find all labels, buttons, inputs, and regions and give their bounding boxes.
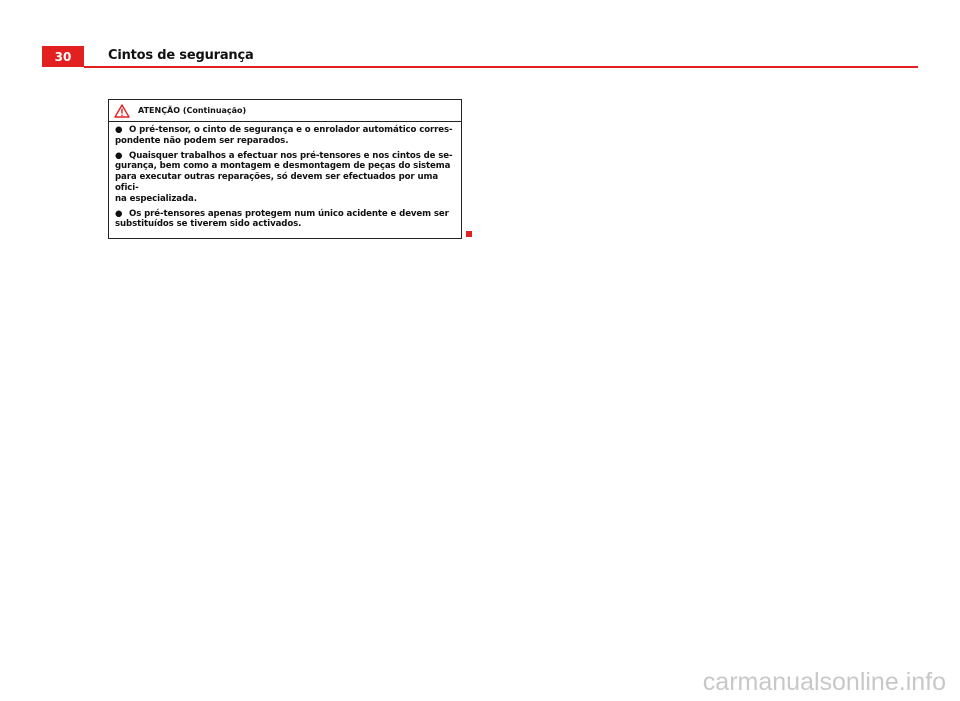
watermark: carmanualsonline.info	[702, 668, 946, 696]
bullet-line: O pré-tensor, o cinto de segurança e o enrolador automático corres-	[129, 125, 453, 135]
section-end-marker	[466, 231, 472, 237]
bullet-line: para executar outras reparações, só devem ser efectuados por uma ofici-	[115, 172, 439, 193]
bullet-line: gurança, bem como a montagem e desmontagem de peças do sistema	[115, 161, 451, 172]
section-title: Cintos de segurança	[108, 48, 254, 63]
warning-bullet	[115, 125, 456, 147]
bullet-line: na especializada.	[115, 193, 197, 204]
bullet-line: pondente não podem ser reparados.	[115, 135, 289, 146]
warning-bullet	[115, 209, 456, 231]
header-rule	[84, 66, 918, 68]
bullet-line: substituídos se tiverem sido activados.	[115, 219, 302, 230]
warning-bullet	[115, 151, 456, 205]
warning-body	[109, 122, 461, 230]
bullet-marker: ●	[115, 208, 123, 219]
warning-triangle-icon	[114, 104, 130, 118]
bullet-marker: ●	[115, 125, 123, 135]
bullet-line: Os pré-tensores apenas protegem num único acidente e devem ser	[129, 208, 449, 219]
bullet-marker: ●	[115, 150, 123, 161]
warning-title: ATENÇÃO (Continuação)	[138, 106, 247, 115]
warning-box	[108, 99, 462, 239]
bullet-line: Quaisquer trabalhos a efectuar nos pré-tensores e nos cintos de se-	[129, 150, 453, 161]
page-number: 30	[42, 46, 84, 67]
warning-header	[109, 100, 461, 122]
